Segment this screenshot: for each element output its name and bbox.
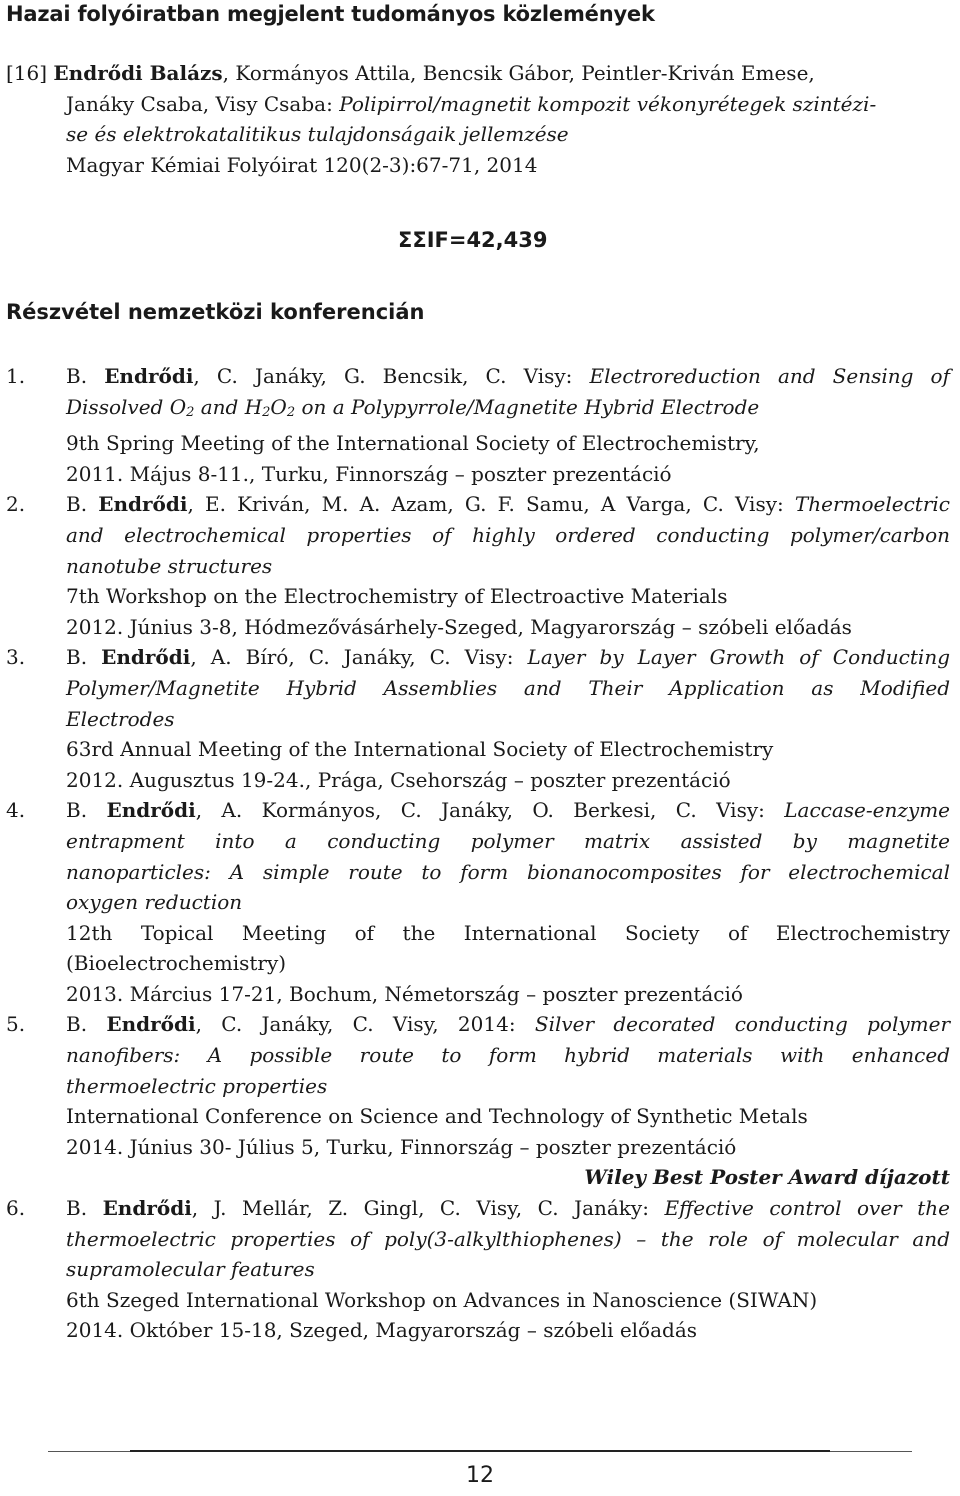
page-number: 12 [466, 1463, 494, 1488]
award-note: Wiley Best Poster Award díjazott [584, 1165, 950, 1190]
venue: International Conference on Science and Technology of Synthetic Metals [66, 1104, 808, 1129]
title-fragment: Dissolved O [66, 394, 187, 419]
conference-item [6, 1193, 950, 1346]
item-number: 2. [6, 492, 26, 517]
item-number: 5. [6, 1012, 26, 1037]
date-location: 2014. Június 30- Július 5, Turku, Finnország – poszter prezentáció [66, 1134, 737, 1159]
authors: , J. Mellár, Z. Gingl, C. Visy, C. Janáky: [191, 1196, 665, 1221]
subscript: 2 [262, 404, 271, 420]
section-heading-conferences: Részvétel nemzetközi konferencián [6, 300, 425, 324]
authors: , C. Janáky, C. Visy, 2014: [195, 1012, 535, 1037]
title-fragment: O [270, 394, 287, 419]
venue: 63rd Annual Meeting of the International Society of Electrochemistry [66, 737, 774, 762]
publication-title: Polipirrol/magnetit kompozit vékonyrétegek szintézi- [339, 91, 877, 116]
talk-title-cont: Electrodes [66, 706, 175, 731]
item-number: 4. [6, 798, 26, 823]
authors: , C. Janáky, G. Bencsik, C. Visy: [193, 364, 590, 388]
date-location: 2012. Augusztus 19-24., Prága, Csehország – poszter prezentáció [66, 767, 731, 792]
authors: , A. Bíró, C. Janáky, C. Visy: [190, 645, 528, 670]
venue-cont: (Bioelectrochemistry) [66, 951, 287, 976]
author-name: Endrődi [101, 645, 191, 670]
item-number: 1. [6, 364, 26, 388]
title-fragment: and H [194, 394, 263, 419]
author-initial: B. [66, 364, 105, 388]
conference-item [6, 489, 950, 642]
talk-title-cont: entrapment into a conducting polymer matrix assisted by magnetite [66, 828, 950, 853]
talk-title: Layer by Layer Growth of Conducting [527, 645, 951, 670]
date-location: 2012. Június 3-8, Hódmezővásárhely-Szeged, Magyarország – szóbeli előadás [66, 614, 852, 639]
venue: 7th Workshop on the Electrochemistry of Electroactive Materials [66, 584, 728, 609]
talk-title-cont: and electrochemical properties of highly ordered conducting polymer/carbon [66, 522, 950, 547]
publication-first-author: Endrődi Balázs [53, 61, 223, 85]
date-location: 2011. Május 8-11., Turku, Finnország – poszter prezentáció [66, 461, 672, 486]
authors: , A. Kormányos, C. Janáky, O. Berkesi, C. Visy: [195, 798, 785, 823]
talk-title-cont: nanofibers: A possible route to form hybrid materials with enhanced [66, 1043, 950, 1068]
talk-title-cont: nanotube structures [66, 553, 273, 578]
publication-title-cont: se és elektrokatalitikus tulajdonságaik jellemzése [66, 122, 569, 146]
author-name: Endrődi [106, 798, 196, 823]
authors: , E. Kriván, M. A. Azam, G. F. Samu, A Varga, C. Visy: [187, 492, 795, 517]
subscript: 2 [286, 404, 296, 420]
conference-item [6, 361, 950, 489]
title-fragment: on a Polypyrrole/Magnetite Hybrid Electrode [295, 394, 760, 419]
author-initial: B. [66, 492, 99, 517]
talk-title-cont: oxygen reduction [66, 890, 243, 915]
talk-title: Electroreduction and Sensing of [589, 364, 951, 388]
conference-list [6, 361, 950, 1346]
item-number: 3. [6, 645, 26, 670]
publication-coauthors: , Kormányos Attila, Bencsik Gábor, Peintler-Kriván Emese, [222, 61, 815, 85]
author-name: Endrődi [106, 1012, 196, 1037]
subscript: 2 [186, 404, 195, 420]
section-heading-journals: Hazai folyóiratban megjelent tudományos közlemények [6, 2, 655, 26]
conference-item [6, 1009, 950, 1193]
talk-title: Laccase-enzyme [784, 798, 950, 823]
author-name: Endrődi [104, 364, 194, 388]
venue: 6th Szeged International Workshop on Advances in Nanoscience (SIWAN) [66, 1287, 818, 1312]
talk-title-cont: thermoelectric properties [66, 1073, 328, 1098]
item-number: 6. [6, 1196, 26, 1221]
footer-rule-thick [130, 1450, 830, 1452]
talk-title-cont: Polymer/Magnetite Hybrid Assemblies and Their Application as Modified [66, 675, 950, 700]
sum-impact-factor: ΣΣIF=42,439 [398, 228, 548, 252]
conference-item [6, 795, 950, 1009]
author-initial: B. [66, 1012, 107, 1037]
date-location: 2014. Október 15-18, Szeged, Magyarország – szóbeli előadás [66, 1318, 698, 1343]
author-initial: B. [66, 1196, 103, 1221]
talk-title: Thermoelectric [794, 492, 950, 517]
author-initial: B. [66, 645, 102, 670]
venue: 9th Spring Meeting of the International Society of Electrochemistry, [66, 431, 760, 456]
date-location: 2013. Március 17-21, Bochum, Németország – poszter prezentáció [66, 981, 743, 1006]
talk-title: Effective control over the [664, 1196, 950, 1221]
talk-title: Silver decorated conducting polymer [534, 1012, 951, 1037]
conference-item [6, 642, 950, 795]
publication-journal: Magyar Kémiai Folyóirat 120(2-3):67-71, 2014 [66, 152, 538, 177]
talk-title-cont [66, 392, 950, 429]
publication-entry [6, 58, 950, 180]
author-initial: B. [66, 798, 107, 823]
talk-title-cont: nanoparticles: A simple route to form bionanocomposites for electrochemical [66, 859, 950, 884]
author-name: Endrődi [102, 1196, 192, 1221]
publication-number: [16] [6, 61, 48, 85]
author-name: Endrődi [98, 492, 188, 517]
venue: 12th Topical Meeting of the International Society of Electrochemistry [66, 920, 950, 945]
talk-title-cont: supramolecular features [66, 1257, 315, 1282]
publication-coauthors-cont: Janáky Csaba, Visy Csaba: [66, 91, 340, 116]
talk-title-cont: thermoelectric properties of poly(3-alkylthiophenes) – the role of molecular and [66, 1226, 950, 1251]
